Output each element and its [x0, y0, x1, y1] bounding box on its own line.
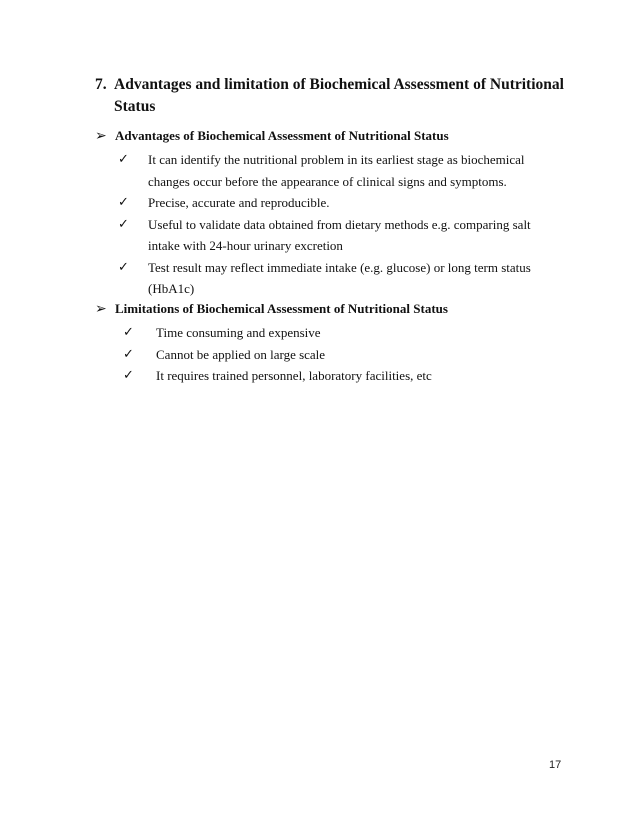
checkmark-icon: ✓ [123, 325, 134, 340]
list-item [123, 322, 553, 344]
list-item-text: Precise, accurate and reproducible. [148, 195, 330, 210]
list-item [118, 192, 558, 214]
list-item [118, 257, 558, 300]
checkmark-icon: ✓ [118, 259, 129, 275]
arrowhead-bullet-icon: ➢ [95, 301, 107, 317]
checkmark-icon: ✓ [118, 195, 129, 210]
arrowhead-bullet-icon: ➢ [95, 128, 107, 144]
checkmark-icon: ✓ [118, 216, 129, 232]
limitations-title-row [95, 300, 575, 318]
list-item-text: Useful to validate data obtained from dietary methods e.g. comparing salt intake with 24-hour urinary excretion [148, 216, 531, 253]
list-item [118, 149, 558, 192]
checkmark-icon: ✓ [123, 346, 134, 362]
heading-number: 7. [95, 76, 107, 93]
advantages-title: Advantages of Biochemical Assessment of Nutritional Status [115, 128, 449, 143]
advantages-list [118, 149, 558, 300]
advantages-section [95, 127, 575, 300]
checkmark-icon: ✓ [123, 368, 134, 383]
list-item-text: It requires trained personnel, laboratory facilities, etc [156, 368, 432, 383]
list-item [123, 365, 553, 387]
list-item [123, 344, 553, 366]
list-item [118, 214, 558, 257]
limitations-title: Limitations of Biochemical Assessment of Nutritional Status [115, 301, 448, 316]
limitations-list [123, 322, 553, 387]
advantages-title-row [95, 127, 575, 145]
list-item-text: Test result may reflect immediate intake (e.g. glucose) or long term status (HbA1c) [148, 259, 531, 296]
list-item-text: It can identify the nutritional problem in its earliest stage as biochemical changes occur before the appearance of clinical signs and symptoms. [148, 152, 525, 189]
page-number: 17 [549, 759, 562, 771]
heading-text: Advantages and limitation of Biochemical Assessment of Nutritional Status [114, 76, 564, 115]
section-heading [95, 74, 565, 118]
list-item-text: Time consuming and expensive [156, 325, 321, 340]
limitations-section [95, 300, 575, 387]
checkmark-icon: ✓ [118, 152, 129, 167]
list-item-text: Cannot be applied on large scale [156, 346, 326, 362]
